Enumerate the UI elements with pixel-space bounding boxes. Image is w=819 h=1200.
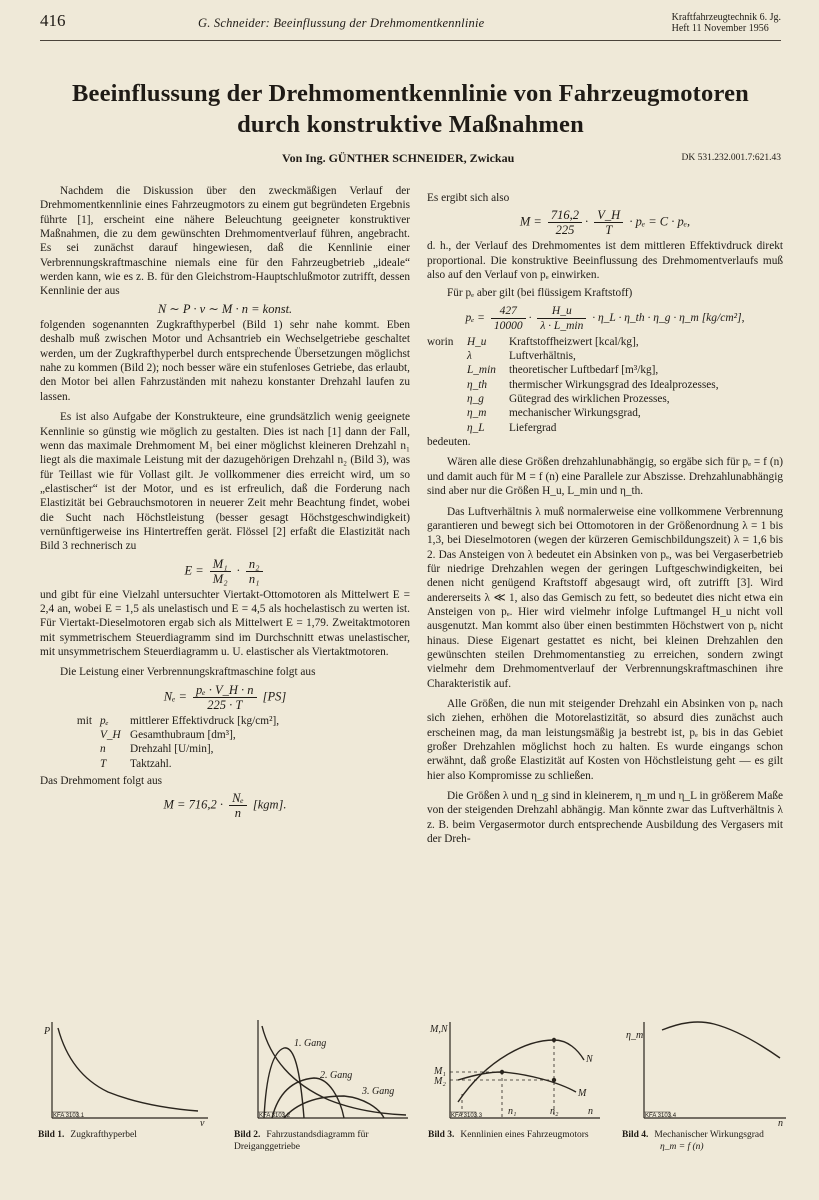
- formula-lhs: Nₑ =: [163, 689, 187, 704]
- formula-torque: [40, 791, 410, 820]
- caption-number: Bild 1.: [38, 1130, 65, 1140]
- paragraph: Die Größen λ und η_g sind in kleinerem, η_m und η_L in größerem Maße von der steigenden Drehzahl abhängig. Man könnte zwar das Luftverhältnis λ z. B. beim Vergasermotor durch entsprechende Ausbildung des Vergasers mit der Dreh-: [427, 790, 783, 846]
- symbol-description: Taktzahl.: [130, 757, 172, 770]
- symbol-description: Luftverhältnis,: [509, 350, 576, 363]
- caption-number: Bild 2.: [234, 1130, 261, 1140]
- symbol: n: [100, 743, 106, 756]
- running-title: G. Schneider: Beeinflussung der Drehmomentkennlinie: [198, 16, 485, 30]
- power-curve: [458, 1040, 584, 1102]
- axis-label-x: v: [200, 1118, 205, 1126]
- fraction: [246, 557, 263, 586]
- paragraph: bedeuten.: [427, 436, 471, 449]
- fraction: [548, 208, 582, 237]
- formula-lhs: pₑ =: [465, 311, 485, 324]
- symbol: pₑ: [100, 714, 109, 727]
- axis-label-y: η_m: [626, 1030, 644, 1041]
- numerator: M₁: [210, 557, 231, 572]
- fraction: [491, 304, 526, 333]
- numerator: n₂: [246, 557, 263, 572]
- symbol-description: Gesamthubraum [dm³],: [130, 729, 236, 741]
- caption-number: Bild 4.: [622, 1130, 649, 1140]
- symbol-description: mittlerer Effektivdruck [kg/cm²],: [130, 714, 280, 727]
- symbol-definitions: [40, 714, 410, 771]
- paragraph: Es ergibt sich also: [427, 192, 510, 204]
- journal-line-1: Kraftfahrzeugtechnik 6. Jg.: [671, 12, 781, 23]
- article-title: [40, 78, 781, 140]
- hyperbola-curve: [58, 1028, 198, 1111]
- journal-line-2: Heft 11 November 1956: [671, 23, 769, 34]
- paragraph: und gibt für eine Vielzahl untersuchter Viertakt-Ottomotoren als Mittelwert E = 2,4 an, wobei E = 1,5 als unelastisch und E = 4,5 als hochelastisch zu werten ist. Für Viertakt-Dieselmotoren ergab sich als Mittelwert E = 1,79. Zweitaktmotoren mit symmetrischem Steuerdiagramm sind im Durchschnitt etwas unelastischer, mit unsymmetrischem Steuerdiagramm u. U. elastischer als Viertaktmotoren.: [40, 588, 410, 658]
- numerator: Nₑ: [229, 791, 247, 806]
- paragraph: Das Drehmoment folgt aus: [40, 775, 163, 788]
- formula-lhs: M =: [519, 214, 542, 229]
- left-column: [40, 184, 410, 822]
- fraction: [229, 791, 247, 820]
- symbol-description: theoretischer Luftbedarf [m³/kg],: [509, 364, 659, 377]
- figure-caption: [38, 1129, 218, 1141]
- symbol-description: mechanischer Wirkungsgrad,: [509, 407, 641, 420]
- figure-caption: [234, 1129, 412, 1153]
- figure-3: [428, 1018, 608, 1141]
- gear-1-curve: [264, 1048, 304, 1118]
- formula-unit: [PS]: [262, 689, 287, 704]
- hyperbola-diagram: [38, 1018, 213, 1126]
- caption-formula: η_m = f (n): [660, 1142, 704, 1152]
- symbol-definitions: [427, 335, 783, 435]
- symbol: η_L: [467, 421, 485, 434]
- figure-tag: KFA 3103.4: [645, 1113, 677, 1119]
- dk-classification: DK 531.232.001.7:621.43: [681, 153, 781, 163]
- paragraph: Es ist also Aufgabe der Konstrukteure, eine grundsätzlich wenig geeignete Kennlinie so günstig wie möglich zu gestalten. Dies ist nach [1] dann der Fall, wenn das maximale Drehmoment M₁ bei einer möglichst kleineren Drehzahl n₁ liegt als die maximale Leistung mit der dazugehörigen Drehzahl n₂ (Bild 3), was für Teillast wie für Vollast gilt. Je vollkommener dies erreicht wird, um so „elastischer“ ist der Motor, und es ist erfreulich, daß die Forderung nach Elastizität bei Gebrauchsmotoren in neuerer Zeit mehr Beachtung findet, wobei die Sucht nach Höchstleistung (besser gesagt Höchstgeschwindigkeit) vernünftigerweise ins Hintertreffen gerät. Flössel [2] erfaßt die Elastizität nach Bild 3 rechnerisch zu: [40, 411, 410, 553]
- formula-lhs: E =: [184, 562, 204, 577]
- symbol-description: Gütegrad des wirklichen Prozesses,: [509, 393, 670, 406]
- caption-text: Zugkrafthyperbel: [70, 1130, 137, 1140]
- symbol-description: Kraftstoffheizwert [kcal/kg],: [509, 335, 639, 348]
- n2-label: n₂: [550, 1106, 559, 1117]
- denominator: M₂: [212, 571, 228, 586]
- gear-diagram: [234, 1018, 412, 1126]
- formula-unit: [kgm].: [252, 797, 287, 812]
- page-header: [40, 10, 781, 41]
- power-curve-label: N: [586, 1054, 593, 1065]
- gear-3-label: 3. Gang: [362, 1086, 395, 1097]
- symbol: H_u: [467, 335, 487, 348]
- figure-tag: KFA 3103.3: [451, 1113, 483, 1119]
- paragraph: Nachdem die Diskussion über den zweckmäßigen Verlauf der Drehmomentkennlinie eines Fahrzeugmotors zu einem gut begründeten Ergebnis führte [1], erscheint eine nähere Beleuchtung geeigneter konstruktiver Maßnahmen, die zu dem gewünschten Drehmomentverlauf führen, angebracht. Es sei zunächst darauf hingewiesen, daß die Kennlinie einer Verbrennungskraftmaschine niemals eine für den Fahrzeugbetrieb „ideale“ werden kann, wie es z. B. für den Gleichstrom-Hauptschlußmotor zutrifft, dessen Kennlinie der aus: [40, 185, 410, 298]
- caption-text: Fahrzustandsdiagramm für Dreiganggetriebe: [234, 1130, 369, 1152]
- figure-4: [622, 1018, 797, 1153]
- author-byline: Von Ing. GÜNTHER SCHNEIDER, Zwickau: [282, 151, 515, 165]
- figure-tag: KFA 3103.1: [53, 1113, 85, 1119]
- numerator: 716,2: [548, 208, 582, 223]
- numerator: 427: [491, 304, 526, 319]
- gear-1-label: 1. Gang: [294, 1038, 327, 1049]
- m1-label: M₁: [434, 1066, 446, 1077]
- symbol: T: [100, 757, 107, 770]
- right-column: [427, 191, 783, 846]
- fraction: [193, 683, 256, 712]
- denominator: n₁: [248, 571, 260, 586]
- numerator: V_H: [594, 208, 623, 223]
- paragraph: d. h., der Verlauf des Drehmomentes ist dem mittleren Effektivdruck direkt proportional. Die konstruktive Beeinflussung des Drehmomentverlaufs muß also auf den Verlauf von pₑ einwirken.: [427, 240, 783, 282]
- denominator: λ · L_min: [540, 319, 584, 332]
- numerator: H_u: [537, 304, 586, 319]
- symbol: η_m: [467, 407, 487, 420]
- formula-lhs: M = 716,2 ·: [163, 797, 223, 812]
- axis-label-x: n: [778, 1118, 783, 1126]
- journal-info: [672, 12, 781, 34]
- formula-rest: · pₑ = C · pₑ,: [629, 214, 691, 229]
- torque-curve: [458, 1072, 576, 1092]
- n1-label: n₁: [508, 1106, 517, 1117]
- paragraph: Für pₑ aber gilt (bei flüssigem Kraftstoff): [447, 287, 633, 300]
- symbol: L_min: [467, 364, 496, 377]
- formula-pe: pₑ = $\frac{427}{10000}$ · $\frac{H\_u}{\lambda \cdot L\_\min}$ · η_L · η_th · η_g · η_m [kg/cm²],: [465, 304, 745, 332]
- figure-2: [234, 1018, 412, 1153]
- gear-3-curve: [284, 1096, 384, 1118]
- figure-caption: [428, 1129, 608, 1141]
- mechanical-efficiency-diagram: [622, 1018, 792, 1126]
- formula-elasticity: [40, 557, 410, 586]
- paragraph: folgenden sogenannten Zugkrafthyperbel (Bild 1) sehr nahe kommt. Eben deshalb muß zwischen Motor und Achsantrieb ein Wechselgetriebe geschaltet werden, um der Zugkrafthyperbel durch entsprechende Übersetzungen möglichst nahe zu kommen (Bild 2); noch besser wäre ein stufenloses Getriebe, das erlaubt, den Motor bei allen Fahrzuständen mit nahezu konstanter Drehzahl laufen zu lassen.: [40, 319, 410, 403]
- title-line-2: durch konstruktive Maßnahmen: [237, 111, 584, 138]
- symbol: V_H: [100, 729, 121, 741]
- efficiency-curve: [662, 1022, 780, 1058]
- caption-text: Kennlinien eines Fahrzeugmotors: [460, 1130, 589, 1140]
- figure-caption: [622, 1129, 797, 1153]
- denominator: n: [234, 806, 242, 821]
- symbol-description: Drehzahl [U/min],: [130, 743, 214, 756]
- fraction: [537, 304, 586, 333]
- caption-text: Mechanischer Wirkungsgrad: [654, 1130, 764, 1140]
- paragraph: Wären alle diese Größen drehzahlunabhängig, so ergäbe sich für pₑ = f (n) und damit auch für M = f (n) eine Parallele zur Abszisse. Drehzahlunabhängig sind aber nur die Größen H_u, L_min und η_th.: [427, 456, 783, 498]
- formula-rest: · η_L · η_th · η_g · η_m [kg/cm²],: [592, 311, 745, 324]
- caption-number: Bild 3.: [428, 1130, 455, 1140]
- title-line-1: Beeinflussung der Drehmomentkennlinie von Fahrzeugmotoren: [71, 80, 749, 107]
- fraction: [594, 208, 623, 237]
- symbol: η_g: [467, 393, 484, 406]
- torque-curve-label: M: [578, 1088, 587, 1099]
- paragraph: Alle Größen, die nun mit steigender Drehzahl ein Absinken von pₑ nach sich ziehen, erhöhen die Motorelastizität, so absurd dies zunächst auch erscheinen mag, da man leistungsmäßig ja bestrebt ist, pₑ bis in das Gebiet großer Drehzahlen möglichst hoch zu halten. Es wurde eingangs schon erwähnt, daß große Elastizität auf Kosten von Höchstleistung geht — es gilt hier also Kompromisse zu schließen.: [427, 697, 783, 782]
- m2-label: M₂: [434, 1076, 446, 1087]
- formula-torque-const: M = $\frac{716,2}{225}$ · $\frac{V\_H}{T}$ · pₑ = C · pₑ,: [519, 208, 691, 238]
- symbol-description: thermischer Wirkungsgrad des Idealprozesses,: [509, 378, 719, 391]
- numerator: pₑ · V_H · n: [193, 683, 256, 698]
- fraction: [210, 557, 231, 586]
- paragraph: Das Luftverhältnis λ muß normalerweise eine vollkommene Verbrennung garantieren und bewegt sich bei Ottomotoren in der Größenordnung λ = 1 bis 1,3, bei Dieselmotoren (wegen der kürzeren Gemischbildungszeit) λ = 1,6 bis 2. Das Ansteigen von λ bedeutet ein Absinken von pₑ, was bei Vergaserbetrieb für niedrige Drehzahlen wegen der geringen Luftgeschwindigkeiten, bei denen nicht genügend Kraftstoff abgesaugt wird, oft zutrifft [3]. Wird andererseits λ ≪ 1, also das Gemisch zu fett, so bedeutet dies nicht etwa ein Ansteigen von pₑ. Hier wird vielmehr infolge Luftmangel H_u nicht voll ausgenutzt. Man kommt also über einen bestimmten Höchstwert von pₑ nicht hinaus. Diese Eigenart gestattet es nicht, bei kleinen Drehzahlen den gewünschten steilen Drehmomentanstieg zu erreichen, sondern zwingt vielmehr dem Drehmomentverlauf der Verbrennungskraftmaschinen ihre Charakteristik auf.: [427, 505, 783, 690]
- defs-intro: mit: [76, 714, 92, 727]
- denominator: 225 · T: [207, 697, 243, 712]
- axis-label-x: n: [588, 1106, 593, 1117]
- symbol: λ: [467, 350, 472, 363]
- figure-1: [38, 1018, 218, 1141]
- page-number: 416: [40, 11, 66, 30]
- symbol: η_th: [467, 378, 488, 391]
- defs-intro: worin: [427, 335, 454, 348]
- engine-characteristics-diagram: [428, 1018, 608, 1126]
- figure-tag: KFA 3103.2: [259, 1113, 291, 1119]
- axis-label-y: P: [44, 1026, 51, 1037]
- denominator: 225: [555, 223, 575, 238]
- paragraph: Die Leistung einer Verbrennungskraftmaschine folgt aus: [60, 666, 316, 679]
- formula-power: [40, 683, 410, 712]
- symbol-description: Liefergrad: [509, 421, 557, 434]
- denominator: 10000: [493, 319, 523, 332]
- denominator: T: [605, 223, 613, 238]
- formula-constant: N ∼ P · v ∼ M · n = konst.: [157, 301, 293, 316]
- axis-label-y: M,N: [430, 1024, 448, 1035]
- operator: ·: [236, 562, 240, 577]
- gear-2-label: 2. Gang: [320, 1070, 353, 1081]
